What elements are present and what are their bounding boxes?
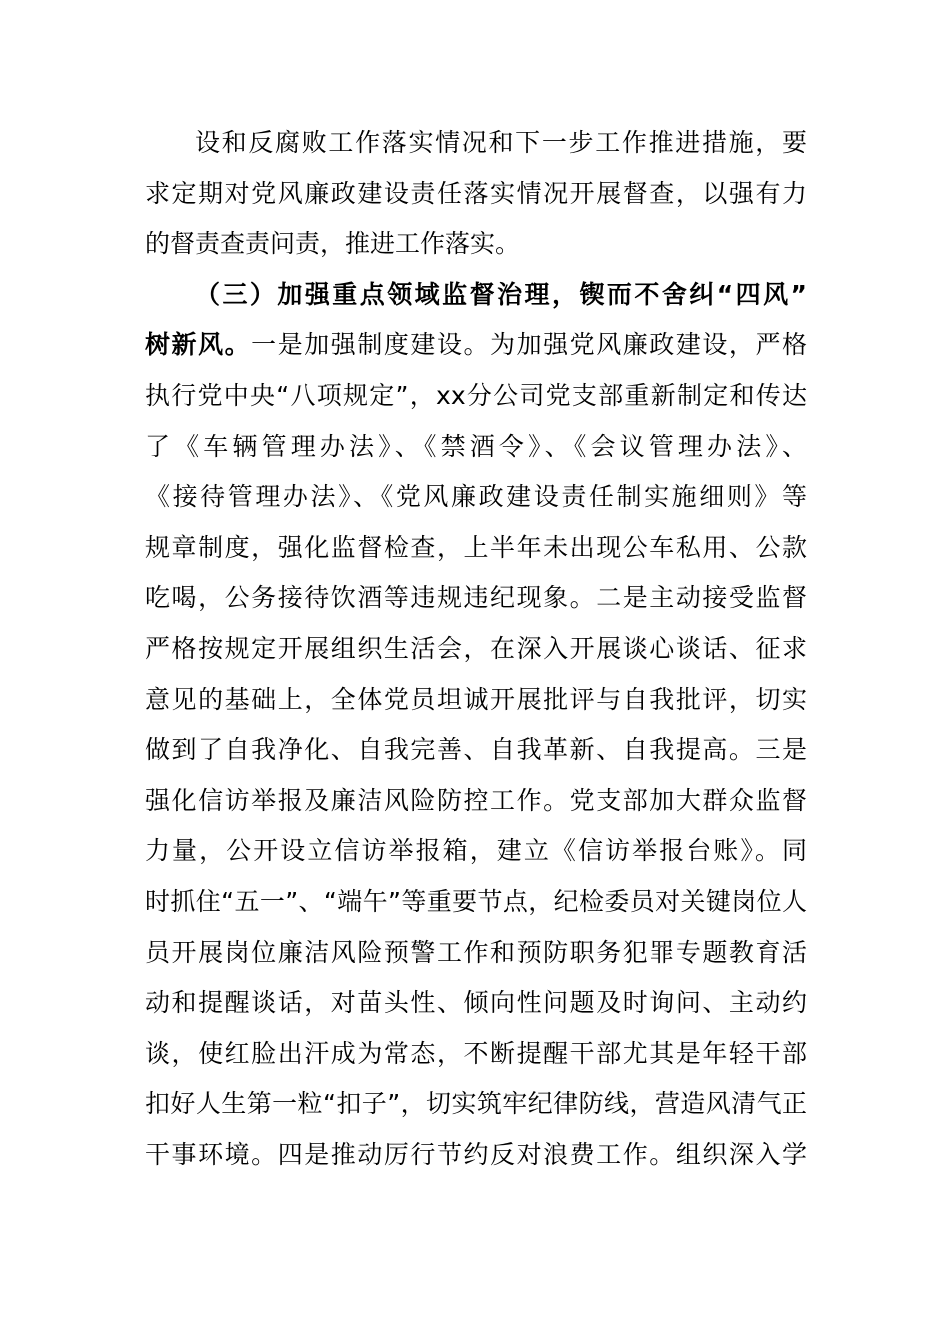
body-text bbox=[145, 118, 807, 1180]
paragraph-2-line-1-rest: 一是加强制度建设。为加强党风廉政建设，严格 bbox=[251, 330, 807, 360]
paragraph-2-line: 规章制度，强化监督检查，上半年未出现公车私用、公款 bbox=[145, 532, 807, 562]
paragraph-2-line: 吃喝，公务接待饮酒等违规违纪现象。二是主动接受监督 bbox=[145, 583, 807, 613]
paragraph-2-line: 执行党中央“八项规定”，xx分公司党支部重新制定和传达 bbox=[145, 380, 807, 410]
paragraph-2-line: 谈，使红脸出汗成为常态，不断提醒干部尤其是年轻干部 bbox=[145, 1038, 807, 1068]
paragraph-1-line-2: 求定期对党风廉政建设责任落实情况开展督查，以强有力 bbox=[145, 178, 807, 208]
paragraph-2-line: 做到了自我净化、自我完善、自我革新、自我提高。三是 bbox=[145, 735, 807, 765]
paragraph-2-line: 意见的基础上，全体党员坦诚开展批评与自我批评，切实 bbox=[145, 684, 807, 714]
paragraph-2-line: 扣好人生第一粒“扣子”，切实筑牢纪律防线，营造风清气正 bbox=[145, 1089, 807, 1119]
paragraph-2-line: 强化信访举报及廉洁风险防控工作。党支部加大群众监督 bbox=[145, 785, 807, 815]
paragraph-2-line: 干事环境。四是推动厉行节约反对浪费工作。组织深入学 bbox=[145, 1139, 807, 1169]
paragraph-1-line-3: 的督责查责问责，推进工作落实。 bbox=[145, 229, 521, 259]
paragraph-2-line: 严格按规定开展组织生活会，在深入开展谈心谈话、征求 bbox=[145, 633, 807, 663]
paragraph-2-line: 《接待管理办法》、《党风廉政建设责任制实施细则》等 bbox=[145, 482, 807, 512]
paragraph-1-line-1: 设和反腐败工作落实情况和下一步工作推进措施，要 bbox=[195, 128, 807, 157]
section-heading-continuation: 树新风。 bbox=[145, 330, 252, 360]
section-heading: （三）加强重点领域监督治理，锲而不舍纠“四风” bbox=[195, 279, 807, 309]
paragraph-2-line: 员开展岗位廉洁风险预警工作和预防职务犯罪专题教育活 bbox=[145, 937, 807, 967]
paragraph-2-line: 动和提醒谈话，对苗头性、倾向性问题及时询问、主动约 bbox=[145, 988, 807, 1018]
paragraph-2-line: 了《车辆管理办法》、《禁酒令》、《会议管理办法》、 bbox=[145, 431, 807, 461]
paragraph-2-line: 时抓住“五一”、“端午”等重要节点，纪检委员对关键岗位人 bbox=[145, 886, 807, 916]
paragraph-2-line: 力量，公开设立信访举报箱，建立《信访举报台账》。同 bbox=[145, 836, 807, 866]
paragraph-2-line-1 bbox=[145, 320, 807, 371]
